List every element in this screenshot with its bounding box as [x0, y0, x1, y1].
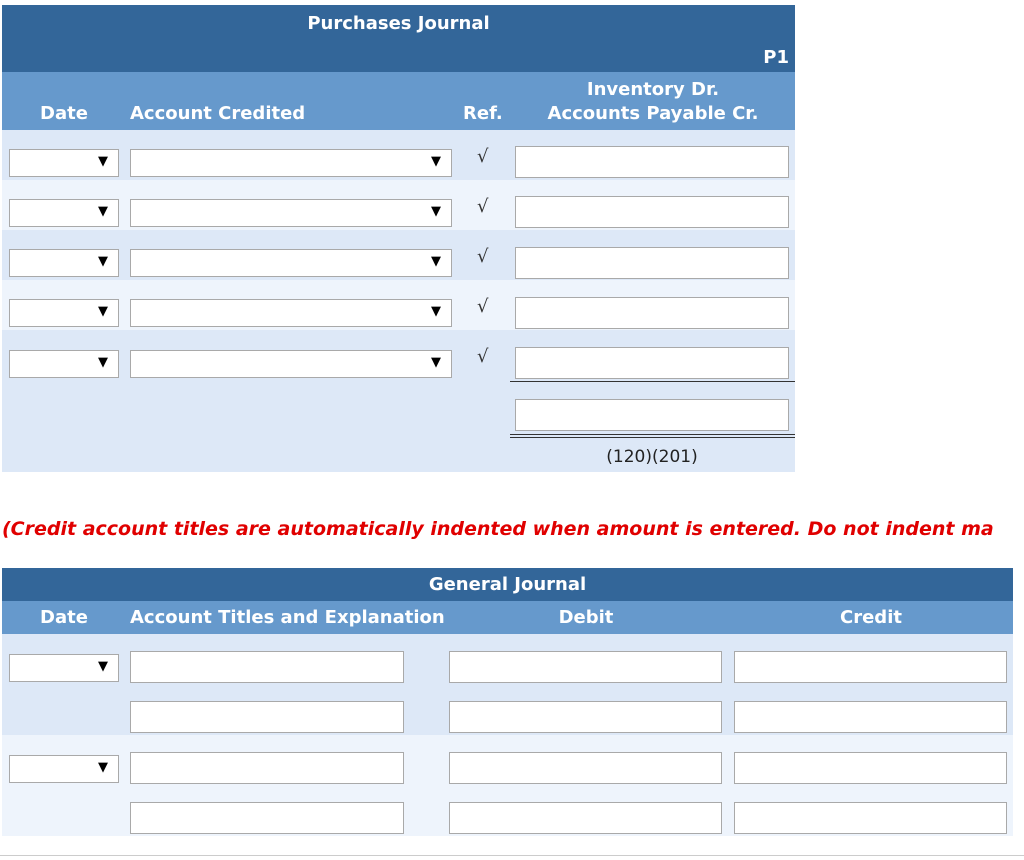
posting-references: (120)(201)	[606, 447, 698, 467]
gj-col-header-account-titles: Account Titles and Explanation	[130, 607, 445, 628]
pj-date-dropdown[interactable]	[9, 199, 119, 227]
chevron-down-icon: ▼	[98, 154, 108, 169]
bottom-divider	[0, 855, 1024, 856]
pj-amount-input[interactable]	[515, 146, 789, 178]
pj-ref-check: √	[477, 246, 489, 267]
chevron-down-icon: ▼	[98, 659, 108, 674]
pj-ref-check: √	[477, 296, 489, 317]
gj-col-header-debit: Debit	[558, 607, 614, 628]
pj-date-dropdown[interactable]	[9, 149, 119, 177]
purchases-journal-column-header	[2, 72, 795, 130]
gj-credit-input[interactable]	[734, 651, 1007, 683]
gj-col-header-date: Date	[40, 607, 88, 628]
chevron-down-icon: ▼	[98, 304, 108, 319]
gj-debit-input[interactable]	[449, 651, 722, 683]
pj-account-dropdown[interactable]	[130, 350, 452, 378]
pj-account-dropdown[interactable]	[130, 149, 452, 177]
gj-date-dropdown[interactable]	[9, 755, 119, 783]
gj-col-header-credit: Credit	[840, 607, 902, 628]
col-header-amount-line1: Inventory Dr.	[586, 79, 720, 100]
chevron-down-icon: ▼	[98, 355, 108, 370]
pj-account-dropdown[interactable]	[130, 299, 452, 327]
gj-credit-input[interactable]	[734, 752, 1007, 784]
gj-credit-input[interactable]	[734, 701, 1007, 733]
pj-ref-check: √	[477, 346, 489, 367]
pj-amount-input[interactable]	[515, 196, 789, 228]
gj-account-title-input[interactable]	[130, 651, 404, 683]
gj-debit-input[interactable]	[449, 802, 722, 834]
col-header-ref: Ref.	[463, 103, 503, 124]
general-journal-title: General Journal	[428, 574, 587, 595]
total-single-rule	[510, 381, 795, 382]
chevron-down-icon: ▼	[431, 355, 441, 370]
general-journal-title-bar	[2, 568, 1013, 601]
total-double-rule	[510, 434, 795, 438]
purchases-journal-title-bar	[2, 5, 795, 72]
pj-total-input[interactable]	[515, 399, 789, 431]
pj-date-dropdown[interactable]	[9, 350, 119, 378]
gj-date-dropdown[interactable]	[9, 654, 119, 682]
chevron-down-icon: ▼	[431, 254, 441, 269]
journal-page-ref: P1	[763, 47, 789, 68]
chevron-down-icon: ▼	[431, 154, 441, 169]
chevron-down-icon: ▼	[98, 204, 108, 219]
col-header-date: Date	[40, 103, 88, 124]
instruction-text: (Credit account titles are automatically indented when amount is entered. Do not indent ma	[2, 518, 994, 540]
pj-amount-input[interactable]	[515, 247, 789, 279]
pj-date-dropdown[interactable]	[9, 299, 119, 327]
chevron-down-icon: ▼	[98, 760, 108, 775]
pj-amount-input[interactable]	[515, 347, 789, 379]
pj-account-dropdown[interactable]	[130, 249, 452, 277]
pj-ref-check: √	[477, 196, 489, 217]
purchases-journal-title: Purchases Journal	[307, 13, 490, 34]
chevron-down-icon: ▼	[431, 304, 441, 319]
chevron-down-icon: ▼	[431, 204, 441, 219]
col-header-amount-line2: Accounts Payable Cr.	[547, 103, 759, 124]
pj-ref-check: √	[477, 146, 489, 167]
gj-debit-input[interactable]	[449, 701, 722, 733]
pj-account-dropdown[interactable]	[130, 199, 452, 227]
gj-debit-input[interactable]	[449, 752, 722, 784]
gj-credit-input[interactable]	[734, 802, 1007, 834]
gj-account-title-input[interactable]	[130, 802, 404, 834]
pj-amount-input[interactable]	[515, 297, 789, 329]
pj-date-dropdown[interactable]	[9, 249, 119, 277]
gj-account-title-input[interactable]	[130, 701, 404, 733]
chevron-down-icon: ▼	[98, 254, 108, 269]
gj-account-title-input[interactable]	[130, 752, 404, 784]
general-journal-column-header	[2, 601, 1013, 634]
col-header-account-credited: Account Credited	[130, 103, 306, 124]
